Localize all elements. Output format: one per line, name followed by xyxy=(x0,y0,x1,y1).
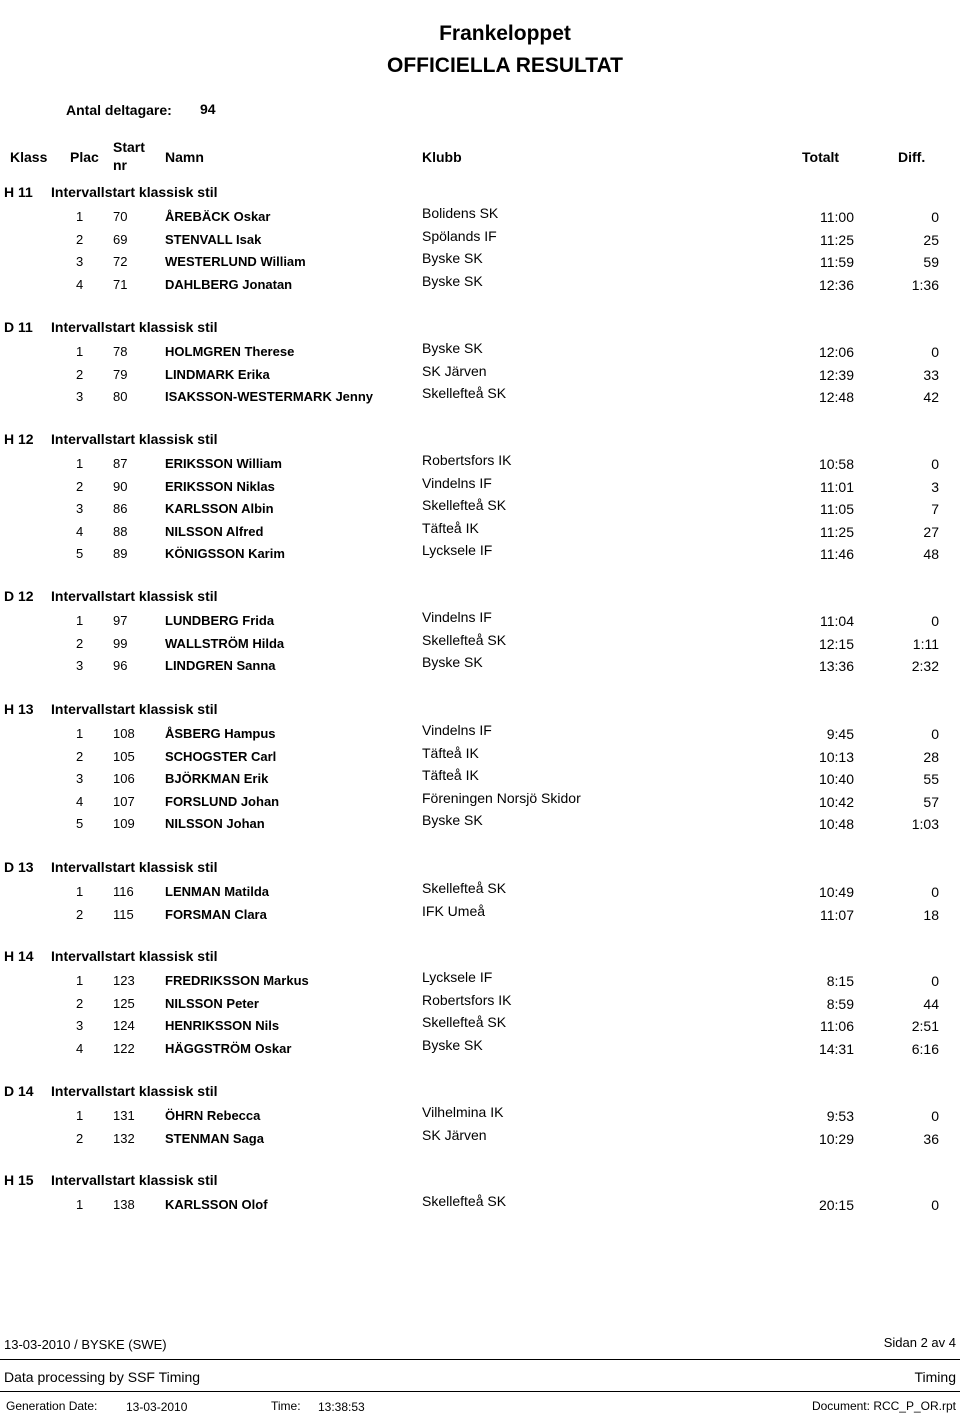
result-club: Byske SK xyxy=(422,1037,483,1053)
result-club: Vindelns IF xyxy=(422,475,492,491)
result-diff: 0 xyxy=(931,1197,939,1213)
result-diff: 33 xyxy=(923,367,939,383)
result-row xyxy=(0,250,960,274)
result-plac: 2 xyxy=(76,367,84,382)
result-row xyxy=(0,205,960,229)
footer-timing-logo: Timing xyxy=(914,1369,956,1385)
result-row xyxy=(0,790,960,814)
result-diff: 7 xyxy=(931,501,939,517)
result-name: WESTERLUND William xyxy=(165,254,306,269)
result-club: Skellefteå SK xyxy=(422,632,507,648)
result-start-nr: 123 xyxy=(113,973,135,988)
result-start-nr: 72 xyxy=(113,254,128,269)
result-diff: 1:03 xyxy=(911,816,939,832)
result-diff: 28 xyxy=(923,749,939,765)
col-header-totalt: Totalt xyxy=(802,149,840,165)
footer-page-number: Sidan 2 av 4 xyxy=(883,1335,956,1350)
result-row xyxy=(0,745,960,769)
footer-time-value: 13:38:53 xyxy=(318,1400,365,1414)
result-name: ÖHRN Rebecca xyxy=(165,1108,261,1123)
result-club: Lycksele IF xyxy=(422,542,493,558)
result-start-nr: 69 xyxy=(113,232,128,247)
result-total: 11:06 xyxy=(820,1018,854,1034)
result-name: NILSSON Alfred xyxy=(165,524,264,539)
class-name: Intervallstart klassisk stil xyxy=(51,588,218,604)
result-total: 10:42 xyxy=(818,794,854,810)
result-plac: 1 xyxy=(76,973,84,988)
result-name: FORSLUND Johan xyxy=(165,794,280,809)
result-plac: 1 xyxy=(76,456,84,471)
result-diff: 18 xyxy=(923,907,939,923)
result-plac: 4 xyxy=(76,794,84,809)
result-row xyxy=(0,722,960,746)
class-name: Intervallstart klassisk stil xyxy=(51,431,218,447)
result-plac: 3 xyxy=(76,1018,84,1033)
class-code: D 11 xyxy=(4,319,33,335)
class-code: H 14 xyxy=(4,948,34,964)
result-diff: 1:11 xyxy=(912,636,939,652)
result-plac: 4 xyxy=(76,277,84,292)
col-header-diff: Diff. xyxy=(898,149,926,165)
result-diff: 48 xyxy=(923,546,939,562)
result-name: SCHOGSTER Carl xyxy=(165,749,277,764)
result-row xyxy=(0,340,960,364)
result-plac: 2 xyxy=(76,907,84,922)
result-plac: 2 xyxy=(76,636,84,651)
result-total: 8:15 xyxy=(826,973,854,989)
footer-divider-bottom xyxy=(0,1391,960,1392)
result-row xyxy=(0,767,960,791)
result-total: 13:36 xyxy=(818,658,854,674)
result-plac: 1 xyxy=(76,1197,84,1212)
col-header-start-nr xyxy=(113,138,145,174)
result-total: 11:04 xyxy=(820,613,854,629)
result-club: Skellefteå SK xyxy=(422,1193,507,1209)
footer-date-place: 13-03-2010 / BYSKE (SWE) xyxy=(4,1337,167,1352)
result-total: 11:01 xyxy=(820,479,854,495)
result-diff: 0 xyxy=(931,884,939,900)
result-club: Lycksele IF xyxy=(422,969,493,985)
result-club: Vindelns IF xyxy=(422,722,492,738)
result-start-nr: 97 xyxy=(113,613,128,628)
col-header-plac: Plac xyxy=(70,149,99,165)
result-row xyxy=(0,363,960,387)
result-diff: 2:51 xyxy=(911,1018,939,1034)
result-name: LINDGREN Sanna xyxy=(165,658,276,673)
result-start-nr: 122 xyxy=(113,1041,135,1056)
class-name: Intervallstart klassisk stil xyxy=(51,319,218,335)
result-club: Täfteå IK xyxy=(422,520,479,536)
result-diff: 0 xyxy=(931,726,939,742)
result-row xyxy=(0,812,960,836)
class-code: H 13 xyxy=(4,701,34,717)
result-club: Skellefteå SK xyxy=(422,1014,507,1030)
result-club: SK Järven xyxy=(422,1127,487,1143)
result-row xyxy=(0,903,960,927)
result-start-nr: 87 xyxy=(113,456,128,471)
result-row xyxy=(0,1104,960,1128)
class-name: Intervallstart klassisk stil xyxy=(51,1172,218,1188)
result-start-nr: 108 xyxy=(113,726,135,741)
result-plac: 3 xyxy=(76,501,84,516)
result-plac: 4 xyxy=(76,524,84,539)
footer-processing: Data processing by SSF Timing xyxy=(4,1369,201,1385)
result-name: KARLSSON Albin xyxy=(165,501,274,516)
result-club: Skellefteå SK xyxy=(422,880,507,896)
result-total: 11:25 xyxy=(820,524,854,540)
result-total: 11:25 xyxy=(820,232,854,248)
result-diff: 27 xyxy=(923,524,939,540)
result-name: FORSMAN Clara xyxy=(165,907,267,922)
result-total: 11:00 xyxy=(820,209,854,225)
result-total: 10:29 xyxy=(818,1131,854,1147)
result-diff: 42 xyxy=(923,389,939,405)
result-plac: 3 xyxy=(76,254,84,269)
col-header-klubb: Klubb xyxy=(422,149,462,165)
result-start-nr: 86 xyxy=(113,501,128,516)
result-club: Bolidens SK xyxy=(422,205,499,221)
result-row xyxy=(0,542,960,566)
result-name: ÅSBERG Hampus xyxy=(165,726,276,741)
footer-gen-date: 13-03-2010 xyxy=(126,1400,188,1414)
class-code: H 11 xyxy=(4,184,33,200)
result-total: 12:48 xyxy=(818,389,854,405)
result-diff: 57 xyxy=(923,794,939,810)
result-name: HÄGGSTRÖM Oskar xyxy=(165,1041,292,1056)
footer-document: Document: RCC_P_OR.rpt xyxy=(811,1399,956,1413)
result-row xyxy=(0,452,960,476)
class-code: H 12 xyxy=(4,431,34,447)
result-start-nr: 90 xyxy=(113,479,128,494)
result-total: 14:31 xyxy=(818,1041,854,1057)
result-name: BJÖRKMAN Erik xyxy=(165,771,269,786)
result-start-nr: 79 xyxy=(113,367,128,382)
result-plac: 1 xyxy=(76,1108,84,1123)
result-diff: 1:36 xyxy=(911,277,939,293)
result-total: 10:58 xyxy=(818,456,854,472)
result-name: KÖNIGSSON Karim xyxy=(165,546,285,561)
result-start-nr: 125 xyxy=(113,996,135,1011)
result-start-nr: 107 xyxy=(113,794,135,809)
result-plac: 3 xyxy=(76,771,84,786)
result-plac: 3 xyxy=(76,389,84,404)
result-row xyxy=(0,228,960,252)
result-diff: 44 xyxy=(923,996,939,1012)
result-diff: 55 xyxy=(923,771,939,787)
result-diff: 0 xyxy=(931,973,939,989)
result-name: KARLSSON Olof xyxy=(165,1197,268,1212)
result-total: 9:45 xyxy=(826,726,854,742)
class-code: D 14 xyxy=(4,1083,34,1099)
result-plac: 1 xyxy=(76,209,84,224)
result-plac: 5 xyxy=(76,816,84,831)
participants-label: Antal deltagare: xyxy=(66,102,172,118)
result-start-nr: 131 xyxy=(113,1108,135,1123)
result-total: 8:59 xyxy=(826,996,854,1012)
result-name: ERIKSSON William xyxy=(165,456,282,471)
result-start-nr: 116 xyxy=(113,884,134,899)
result-diff: 0 xyxy=(931,1108,939,1124)
result-start-nr: 96 xyxy=(113,658,128,673)
result-start-nr: 71 xyxy=(113,277,128,292)
result-total: 9:53 xyxy=(826,1108,854,1124)
class-name: Intervallstart klassisk stil xyxy=(51,1083,218,1099)
result-club: Spölands IF xyxy=(422,228,497,244)
result-club: Byske SK xyxy=(422,654,483,670)
result-name: STENMAN Saga xyxy=(165,1131,264,1146)
result-club: Byske SK xyxy=(422,812,483,828)
result-name: ÅREBÄCK Oskar xyxy=(165,209,271,224)
result-total: 12:15 xyxy=(818,636,854,652)
result-start-nr: 89 xyxy=(113,546,128,561)
col-header-klass: Klass xyxy=(10,149,48,165)
result-row xyxy=(0,385,960,409)
result-diff: 59 xyxy=(923,254,939,270)
footer-time-label: Time: xyxy=(271,1399,301,1413)
result-plac: 3 xyxy=(76,658,84,673)
result-diff: 3 xyxy=(931,479,939,495)
result-total: 20:15 xyxy=(818,1197,854,1213)
result-plac: 5 xyxy=(76,546,84,561)
result-total: 12:39 xyxy=(818,367,854,383)
page-title: Frankeloppet xyxy=(439,22,571,45)
page-subtitle: OFFICIELLA RESULTAT xyxy=(386,54,624,77)
result-name: LUNDBERG Frida xyxy=(165,613,275,628)
class-code: H 15 xyxy=(4,1172,34,1188)
result-club: IFK Umeå xyxy=(422,903,486,919)
result-start-nr: 99 xyxy=(113,636,128,651)
result-row xyxy=(0,273,960,297)
result-plac: 1 xyxy=(76,884,84,899)
result-club: Skellefteå SK xyxy=(422,497,507,513)
result-start-nr: 109 xyxy=(113,816,135,831)
result-start-nr: 80 xyxy=(113,389,128,404)
result-start-nr: 88 xyxy=(113,524,128,539)
result-name: FREDRIKSSON Markus xyxy=(165,973,309,988)
result-total: 10:13 xyxy=(818,749,854,765)
result-row xyxy=(0,1193,960,1217)
result-row xyxy=(0,880,960,904)
result-diff: 0 xyxy=(931,613,939,629)
result-name: ISAKSSON-WESTERMARK Jenny xyxy=(165,389,374,404)
result-name: WALLSTRÖM Hilda xyxy=(165,636,285,651)
result-total: 12:36 xyxy=(818,277,854,293)
result-club: SK Järven xyxy=(422,363,487,379)
result-club: Vilhelmina IK xyxy=(422,1104,504,1120)
result-name: ERIKSSON Niklas xyxy=(165,479,275,494)
result-club: Byske SK xyxy=(422,250,483,266)
result-name: DAHLBERG Jonatan xyxy=(165,277,293,292)
result-start-nr: 106 xyxy=(113,771,135,786)
result-club: Byske SK xyxy=(422,273,483,289)
result-name: NILSSON Peter xyxy=(165,996,259,1011)
result-plac: 1 xyxy=(76,613,84,628)
footer-divider-top xyxy=(0,1359,960,1360)
class-name: Intervallstart klassisk stil xyxy=(51,701,218,717)
result-row xyxy=(0,1014,960,1038)
result-club: Robertsfors IK xyxy=(422,452,512,468)
result-diff: 0 xyxy=(931,456,939,472)
result-total: 11:05 xyxy=(820,501,854,517)
result-total: 10:49 xyxy=(818,884,854,900)
result-plac: 2 xyxy=(76,1131,84,1146)
result-start-nr: 132 xyxy=(113,1131,135,1146)
result-plac: 4 xyxy=(76,1041,84,1056)
result-club: Byske SK xyxy=(422,340,483,356)
result-total: 11:07 xyxy=(820,907,854,923)
col-header-start-nr-text: Start nr xyxy=(113,139,145,173)
result-plac: 1 xyxy=(76,344,84,359)
class-name: Intervallstart klassisk stil xyxy=(51,948,218,964)
result-diff: 36 xyxy=(923,1131,939,1147)
result-row xyxy=(0,654,960,678)
result-plac: 2 xyxy=(76,996,84,1011)
result-row xyxy=(0,992,960,1016)
class-code: D 13 xyxy=(4,859,34,875)
result-row xyxy=(0,632,960,656)
result-diff: 0 xyxy=(931,344,939,360)
col-header-namn: Namn xyxy=(165,149,204,165)
result-plac: 2 xyxy=(76,232,84,247)
result-start-nr: 124 xyxy=(113,1018,135,1033)
result-row xyxy=(0,609,960,633)
result-row xyxy=(0,475,960,499)
result-row xyxy=(0,1037,960,1061)
result-club: Täfteå IK xyxy=(422,745,479,761)
result-club: Täfteå IK xyxy=(422,767,479,783)
result-start-nr: 115 xyxy=(113,907,134,922)
result-start-nr: 70 xyxy=(113,209,128,224)
result-row xyxy=(0,497,960,521)
result-diff: 2:32 xyxy=(911,658,939,674)
result-total: 12:06 xyxy=(818,344,854,360)
result-club: Vindelns IF xyxy=(422,609,492,625)
result-total: 11:46 xyxy=(820,546,854,562)
result-name: STENVALL Isak xyxy=(165,232,262,247)
result-total: 11:59 xyxy=(820,254,854,270)
result-diff: 25 xyxy=(923,232,939,248)
result-club: Föreningen Norsjö Skidor xyxy=(422,790,581,806)
class-name: Intervallstart klassisk stil xyxy=(51,859,218,875)
result-diff: 6:16 xyxy=(911,1041,939,1057)
result-start-nr: 78 xyxy=(113,344,128,359)
result-plac: 2 xyxy=(76,749,84,764)
result-name: HENRIKSSON Nils xyxy=(165,1018,280,1033)
result-start-nr: 105 xyxy=(113,749,135,764)
result-total: 10:48 xyxy=(818,816,854,832)
result-club: Robertsfors IK xyxy=(422,992,512,1008)
class-code: D 12 xyxy=(4,588,34,604)
result-plac: 1 xyxy=(76,726,84,741)
result-name: LINDMARK Erika xyxy=(165,367,270,382)
result-club: Skellefteå SK xyxy=(422,385,507,401)
footer-gen-label: Generation Date: xyxy=(6,1399,98,1413)
result-diff: 0 xyxy=(931,209,939,225)
result-row xyxy=(0,520,960,544)
result-row xyxy=(0,969,960,993)
participants-count: 94 xyxy=(200,101,216,117)
result-total: 10:40 xyxy=(818,771,854,787)
result-row xyxy=(0,1127,960,1151)
class-name: Intervallstart klassisk stil xyxy=(51,184,218,200)
result-name: NILSSON Johan xyxy=(165,816,265,831)
result-plac: 2 xyxy=(76,479,84,494)
result-start-nr: 138 xyxy=(113,1197,135,1212)
result-name: LENMAN Matilda xyxy=(165,884,269,899)
result-name: HOLMGREN Therese xyxy=(165,344,295,359)
